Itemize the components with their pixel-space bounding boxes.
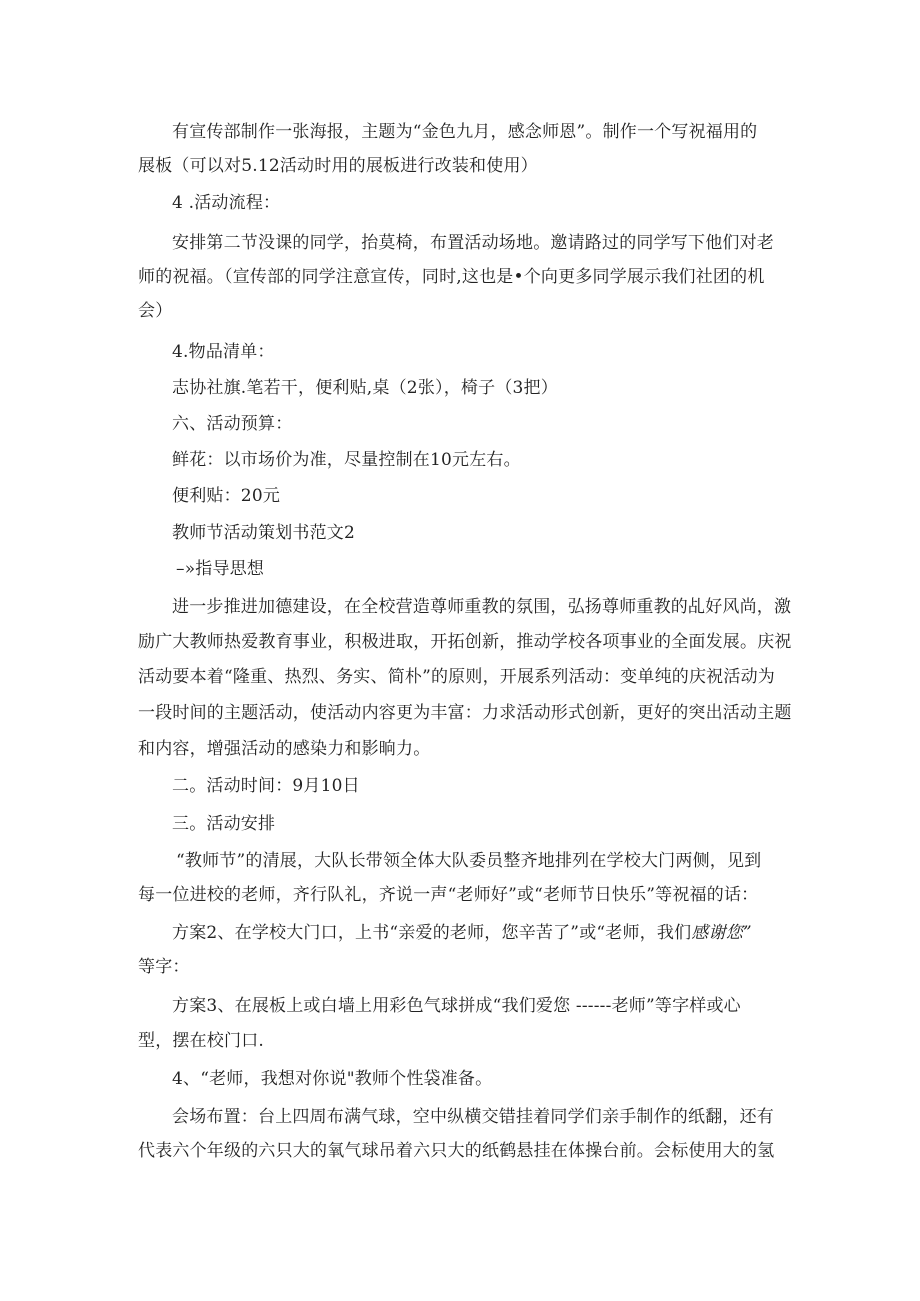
text-line: 活动要本着“隆重、热烈、务实、简朴”的原则，开展系列活动：变单纯的庆祝活动为: [138, 667, 775, 687]
text-line: 代表六个年级的六只大的氧气球吊着六只大的纸鹤悬挂在体操台前。会标使用大的氢: [138, 1141, 775, 1161]
text-line: 安排第二节没课的同学，抬莫椅，布置活动场地。邀请路过的同学写下他们对老: [172, 233, 774, 253]
text-line: 展板（可以对5.12活动时用的展板进行改装和使用）: [138, 156, 538, 176]
text-line: [172, 922, 752, 944]
text-line: 4.物品清单：: [172, 342, 275, 362]
text-line: 鲜花：以市场价为准，尽量控制在10元左右。: [172, 450, 521, 470]
text-segment-italic: 感谢您”: [691, 923, 752, 943]
text-line: 励广大教师热爱教育事业，积极进取，开拓创新，推动学校各项事业的全面发展。庆祝: [138, 632, 792, 652]
text-line: 方案3、在展板上或白墙上用彩色气球拼成“我们爱您 ------老师”等字样或心: [172, 996, 741, 1016]
text-line: 4、“老师，我想对你说"教师个性袋准备。: [172, 1069, 493, 1089]
text-line: 型，摆在校门口.: [138, 1031, 265, 1051]
text-line: 和内容，增强活动的感染力和影晌力。: [138, 739, 431, 759]
text-line: 4 .活动流程：: [172, 193, 281, 213]
text-line: 等字：: [138, 957, 190, 977]
text-line: 二。活动时间：9月10日: [172, 776, 360, 796]
text-line: 会）: [138, 301, 173, 321]
section-heading: –»指导思想: [176, 559, 265, 579]
text-line: 进一步推进加德建设，在全校营造尊师重教的氛围，弘扬尊师重教的乩好风尚，激: [172, 597, 792, 617]
text-line: 志协社旗.笔若干，便利贴,桌（2张），椅子（3把）: [172, 378, 558, 398]
text-segment: 方案2、在学校大门口，上书“亲爱的老师，您辛苦了”或“老师，我们: [172, 923, 692, 943]
text-line: 会场布置：台上四周布满气球，空中纵横交错挂着同学们亲手制作的纸翻，还有: [172, 1107, 774, 1127]
text-line: 便利贴：20元: [172, 486, 281, 506]
text-line: 有宣传部制作一张海报，主题为“金色九月，感念师恩”。制作一个写祝福用的: [172, 122, 758, 142]
text-line: 每一位进校的老师，齐行队礼，齐说一声“老师好”或“老师节日快乐”等祝福的话：: [138, 885, 759, 905]
text-line: “教师节”的清展，大队长带领全体大队委员整齐地排列在学校大门两侧，见到: [176, 851, 762, 871]
section-heading: 教师节活动策划书范文2: [172, 523, 356, 543]
text-line: 三。活动安排: [172, 814, 276, 834]
text-line: 六、活动预算：: [172, 414, 293, 434]
text-line: 一段时间的主题活动，使活动内容更为丰富：力求活动形式创新，更好的突出活动主题: [138, 703, 792, 723]
text-line: 师的祝福。（宣传部的同学注意宣传，同时,这也是•个向更多同学展示我们社团的机: [138, 267, 765, 287]
